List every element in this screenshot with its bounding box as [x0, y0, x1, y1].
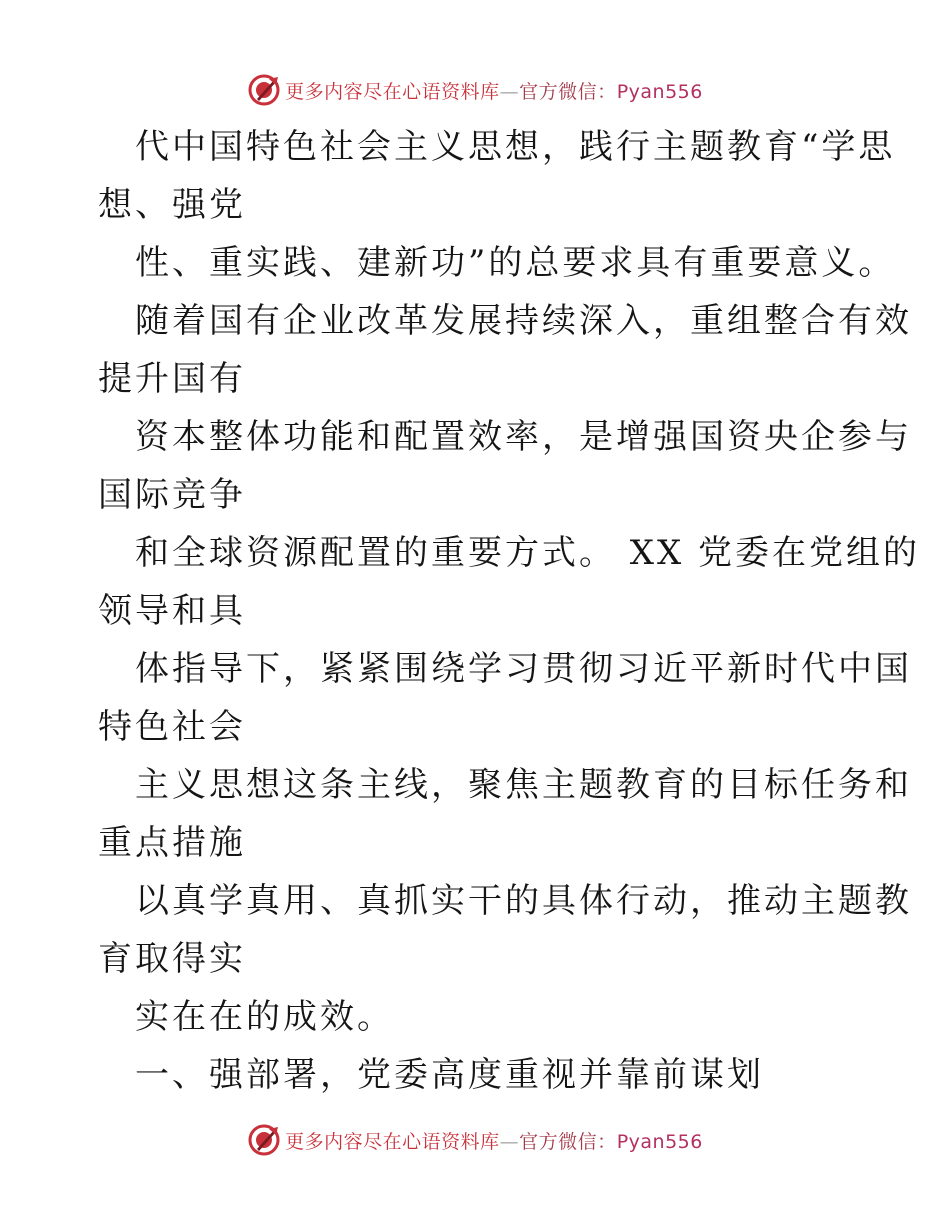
text-line: 特色社会 — [98, 707, 246, 747]
watermark-dash: — — [499, 1130, 520, 1153]
text-line: 想、强党 — [98, 185, 246, 225]
text-line: 以真学真用、真抓实干的具体行动，推动主题教 — [135, 881, 912, 921]
watermark-suffix: 官方微信： — [519, 1130, 617, 1153]
text-line: 随着国有企业改革发展持续深入，重组整合有效 — [135, 301, 912, 341]
text-line: 国际竞争 — [98, 475, 246, 515]
watermark-text — [285, 77, 703, 104]
watermark-account: Pyan556 — [616, 80, 703, 103]
text-line: 代中国特色社会主义思想，践行主题教育“学思 — [135, 127, 896, 167]
text-line: 主义思想这条主线，聚焦主题教育的目标任务和 — [135, 765, 912, 805]
text-line: 重点措施 — [98, 823, 246, 863]
text-line: 提升国有 — [98, 359, 246, 399]
watermark-main: 更多内容尽在心语资料库 — [285, 80, 500, 103]
quill-seal-icon — [247, 1123, 281, 1157]
text-line: 和全球资源配置的重要方式。 XX 党委在党组的 — [135, 533, 921, 573]
watermark-text — [285, 1127, 703, 1154]
watermark-suffix: 官方微信： — [519, 80, 617, 103]
quill-seal-icon — [247, 73, 281, 107]
section-heading: 一、强部署，党委高度重视并靠前谋划 — [135, 1055, 764, 1095]
text-line: 育取得实 — [98, 939, 246, 979]
text-line: 体指导下，紧紧围绕学习贯彻习近平新时代中国 — [135, 649, 912, 689]
text-line: 性、重实践、建新功”的总要求具有重要意义。 — [135, 243, 896, 283]
text-line: 领导和具 — [98, 591, 246, 631]
watermark-account: Pyan556 — [616, 1130, 703, 1153]
watermark-dash: — — [499, 80, 520, 103]
text-line: 实在在的成效。 — [135, 997, 394, 1037]
watermark-main: 更多内容尽在心语资料库 — [285, 1130, 500, 1153]
footer-watermark — [0, 1120, 950, 1160]
text-line: 资本整体功能和配置效率，是增强国资央企参与 — [135, 417, 912, 457]
header-watermark — [0, 70, 950, 110]
